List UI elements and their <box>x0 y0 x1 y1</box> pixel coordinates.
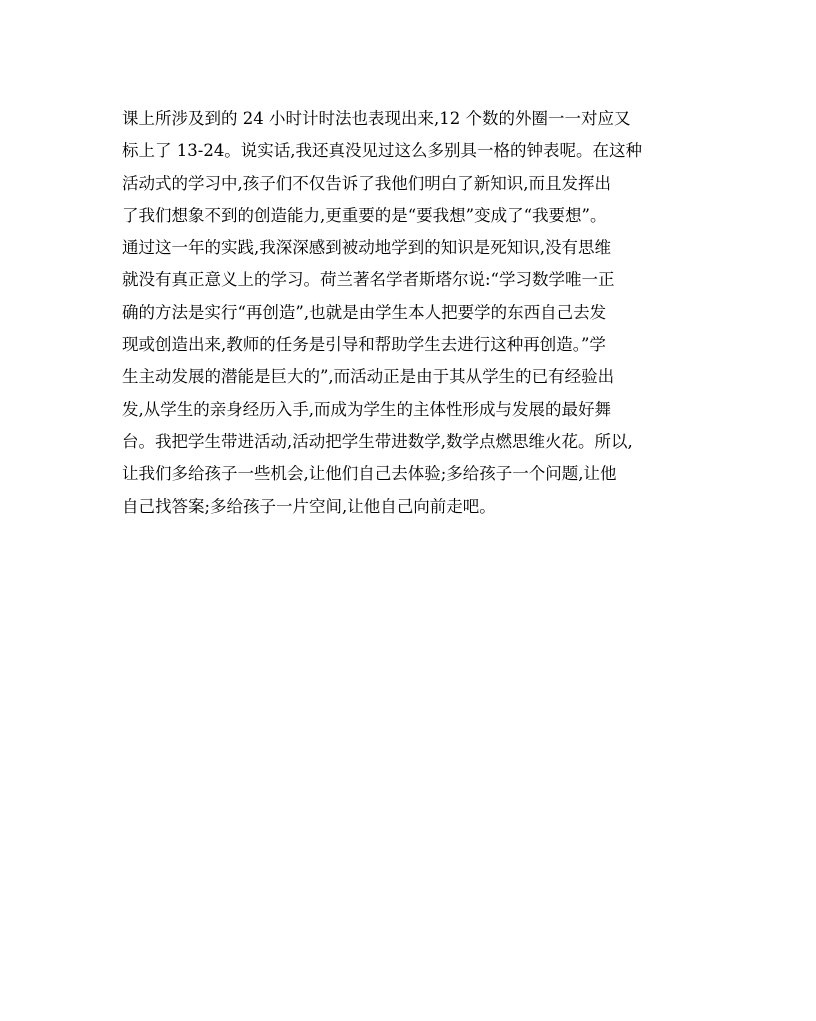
text-line: 了我们想象不到的创造能力,更重要的是“要我想”变成了“我要想”。 <box>122 205 607 225</box>
text-line: 活动式的学习中,孩子们不仅告诉了我他们明白了新知识,而且发挥出 <box>122 173 611 193</box>
text-line: 自己找答案;多给孩子一片空间,让他自己向前走吧。 <box>122 496 496 516</box>
text-line: 标上了 13-24。说实话,我还真没见过这么多别具一格的钟表呢。在这种 <box>122 141 643 161</box>
text-line: 台。我把学生带进活动,活动把学生带进数学,数学点燃思维火花。所以, <box>122 431 633 451</box>
text-line: 生主动发展的潜能是巨大的”,而活动正是由于其从学生的已有经验出 <box>122 367 615 387</box>
text-line: 就没有真正意义上的学习。荷兰著名学者斯塔尔说:“学习数学唯一正 <box>122 270 615 290</box>
text-line: 让我们多给孩子一些机会,让他们自己去体验;多给孩子一个问题,让他 <box>122 464 617 484</box>
text-line: 通过这一年的实践,我深深感到被动地学到的知识是死知识,没有思维 <box>122 238 611 258</box>
text-line: 课上所涉及到的 24 小时计时法也表现出来,12 个数的外圈一一对应又 <box>122 109 631 128</box>
text-line: 确的方法是实行“再创造”,也就是由学生本人把要学的东西自己去发 <box>122 302 607 322</box>
body-paragraph <box>122 103 702 523</box>
text-line: 发,从学生的亲身经历入手,而成为学生的主体性形成与发展的最好舞 <box>122 399 611 419</box>
text-line: 现或创造出来,教师的任务是引导和帮助学生去进行这种再创造。”学 <box>122 335 606 355</box>
